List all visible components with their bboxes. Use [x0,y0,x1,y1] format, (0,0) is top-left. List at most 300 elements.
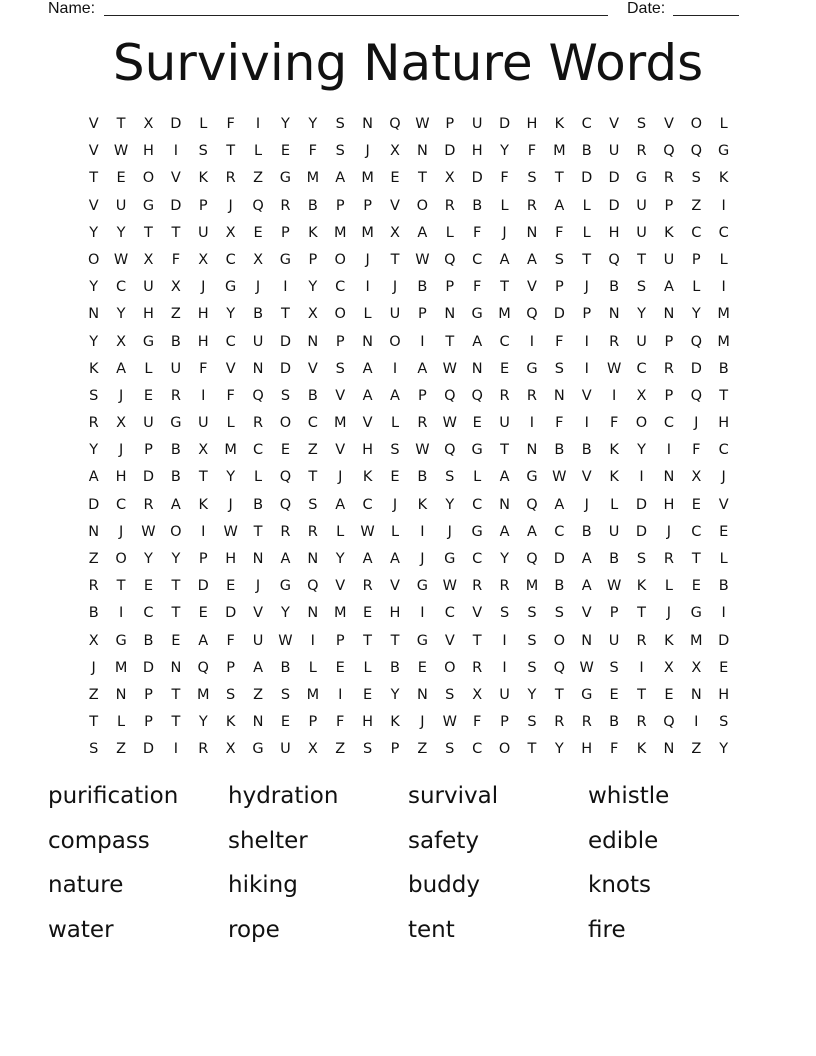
grid-letter: N [444,306,456,323]
grid-row [80,274,738,301]
grid-letter: S [527,659,537,676]
grid-letter: Q [389,116,401,132]
grid-letter: Q [690,333,702,350]
letter-grid [80,111,738,764]
grid-letter: B [253,496,264,513]
grid-letter: X [472,686,483,703]
grid-letter: R [472,578,483,595]
grid-letter: J [255,578,261,595]
grid-letter: L [117,714,126,731]
grid-letter: J [118,442,124,459]
grid-letter: Q [444,251,456,268]
grid-letter: H [718,686,730,703]
grid-letter: G [581,686,593,703]
grid-letter: K [554,116,565,132]
grid-letter: E [719,523,729,540]
grid-letter: L [582,224,591,241]
grid-letter: W [415,442,430,459]
grid-letter: A [663,279,674,296]
grid-letter: H [718,415,730,432]
grid-letter: O [444,659,456,676]
grid-letter: T [144,224,153,241]
grid-letter: I [420,605,425,622]
grid-letter: G [444,551,456,567]
grid-letter: F [171,251,181,268]
grid-letter: T [500,442,509,459]
grid-letter: N [499,496,510,513]
word-list-item: water [48,916,114,943]
grid-letter: A [390,387,400,404]
grid-letter: A [554,197,565,214]
grid-letter: A [280,551,291,567]
word-list-item: shelter [228,827,308,854]
grid-letter: W [606,360,622,377]
grid-letter: S [335,143,345,160]
grid-letter: U [197,224,209,241]
grid-letter: N [608,306,620,323]
grid-letter: I [201,523,206,540]
grid-letter: C [444,605,455,622]
grid-letter: J [118,387,124,404]
grid-letter: U [252,632,264,649]
grid-letter: Y [637,442,646,459]
grid-letter: R [663,551,674,567]
grid-letter: R [362,578,373,595]
grid-letter: G [471,306,483,323]
grid-letter: P [609,605,619,622]
grid-letter: C [636,360,647,377]
grid-letter: C [362,496,373,513]
word-list-item: hydration [228,783,339,809]
grid-row [80,628,738,655]
grid-letter: G [170,415,182,432]
grid-letter: A [526,251,537,268]
grid-letter: Y [226,306,236,323]
grid-letter: O [416,197,429,214]
grid-letter: E [143,387,154,404]
grid-row [80,464,738,491]
grid-letter: Z [307,442,318,459]
grid-letter: O [279,415,292,432]
grid-letter: C [143,605,154,622]
grid-letter: E [390,469,400,486]
grid-letter: V [581,387,592,404]
grid-letter: S [554,251,564,268]
grid-letter: E [363,605,373,622]
grid-letter: Y [226,469,236,486]
grid-letter: G [471,442,483,459]
grid-letter: R [499,578,510,595]
grid-letter: I [201,387,206,404]
grid-letter: A [554,496,565,513]
grid-letter: M [333,605,347,622]
grid-letter: U [636,224,647,241]
grid-letter: O [334,306,346,323]
grid-letter: Y [445,496,455,513]
grid-letter: R [636,632,647,649]
grid-letter: L [719,116,728,132]
word-list-item: buddy [408,872,480,898]
grid-letter: S [335,360,345,377]
grid-letter: E [280,143,291,160]
grid-letter: K [664,632,674,649]
grid-letter: H [362,442,374,459]
grid-letter: G [142,197,155,214]
grid-letter: I [502,632,507,649]
grid-letter: K [609,469,619,486]
grid-letter: M [197,686,210,703]
grid-letter: V [472,605,483,622]
grid-letter: U [115,197,127,214]
grid-letter: T [89,170,99,187]
grid-letter: D [170,116,182,132]
grid-letter: U [170,360,182,377]
grid-letter: B [253,306,264,323]
grid-letter: V [88,143,99,160]
grid-letter: P [582,306,592,323]
grid-letter: S [554,605,564,622]
grid-letter: T [554,686,564,703]
grid-letter: Y [281,605,290,622]
grid-letter: F [199,360,208,377]
grid-letter: G [252,741,264,758]
grid-letter: G [416,632,428,649]
grid-letter: V [718,496,729,513]
grid-letter: G [115,632,127,649]
grid-letter: L [308,659,317,676]
grid-letter: O [170,523,182,540]
grid-letter: T [582,251,592,268]
grid-letter: D [635,496,648,513]
grid-letter: V [335,578,346,595]
grid-letter: M [553,143,566,160]
grid-letter: P [500,714,509,731]
grid-letter: N [416,143,428,160]
grid-letter: L [253,143,263,160]
grid-letter: S [445,686,455,703]
grid-letter: Y [89,333,99,350]
grid-letter: R [581,714,592,731]
grid-letter: W [442,415,457,432]
grid-letter: V [390,197,400,214]
grid-letter: L [664,578,673,595]
grid-letter: L [582,197,591,214]
grid-letter: R [636,143,647,160]
grid-letter: B [718,360,729,377]
grid-letter: K [308,224,318,241]
word-list [48,776,768,954]
grid-letter: B [307,197,318,214]
grid-letter: G [416,578,428,595]
grid-letter: Q [526,496,538,513]
grid-letter: C [225,333,236,350]
grid-letter: Y [500,551,509,567]
grid-letter: Z [335,741,346,758]
grid-letter: C [252,442,264,459]
grid-letter: H [663,496,675,513]
grid-letter: J [392,496,398,513]
grid-letter: D [471,170,483,187]
grid-letter: Y [637,306,646,323]
grid-row [80,736,738,763]
grid-letter: F [472,224,482,241]
grid-letter: S [280,686,291,703]
grid-letter: T [253,523,263,540]
grid-letter: A [198,632,209,649]
grid-letter: N [252,360,264,377]
grid-letter: E [143,578,154,595]
grid-letter: W [415,251,430,268]
grid-letter: Y [116,306,126,323]
grid-letter: F [472,279,482,296]
grid-letter: P [664,197,674,214]
grid-letter: B [417,279,428,296]
grid-letter: M [690,632,703,649]
grid-letter: J [228,197,233,214]
grid-letter: N [115,686,127,703]
grid-letter: W [579,659,594,676]
grid-letter: R [472,659,483,676]
grid-letter: K [198,496,209,513]
grid-letter: H [197,333,209,350]
grid-letter: F [555,415,564,432]
grid-letter: I [529,415,535,432]
grid-letter: U [608,523,620,540]
word-list-item: compass [48,827,150,854]
grid-letter: E [363,686,373,703]
grid-letter: W [141,523,156,540]
grid-letter: T [719,387,729,404]
grid-letter: Z [88,551,99,567]
grid-letter: R [526,197,537,214]
grid-letter: J [255,279,261,296]
grid-letter: I [392,360,398,377]
grid-letter: K [718,170,729,187]
grid-letter: N [581,632,593,649]
grid-letter: T [171,686,181,703]
grid-letter: Y [144,551,153,567]
grid-letter: F [226,632,235,649]
grid-letter: S [527,170,537,187]
grid-letter: A [472,333,483,350]
grid-letter: S [554,360,564,377]
grid-letter: B [718,578,729,595]
grid-letter: G [635,170,648,187]
grid-letter: A [335,496,346,513]
grid-letter: Q [663,714,675,731]
grid-letter: H [471,143,483,160]
grid-letter: I [584,360,589,377]
grid-letter: T [89,714,99,731]
grid-letter: F [308,143,317,160]
grid-letter: K [225,714,236,731]
grid-letter: D [142,659,155,676]
grid-letter: V [362,415,373,432]
grid-letter: T [637,686,646,703]
grid-letter: V [663,116,674,132]
grid-letter: L [253,469,263,486]
grid-letter: G [279,170,292,187]
grid-letter: W [223,523,238,540]
grid-letter: D [498,116,511,132]
grid-letter: B [417,469,428,486]
grid-letter: E [691,578,701,595]
grid-letter: R [198,741,209,758]
grid-letter: B [88,605,99,622]
grid-letter: I [639,659,644,676]
grid-letter: W [278,632,293,649]
grid-letter: R [253,415,264,432]
grid-letter: N [471,360,483,377]
grid-letter: F [527,143,537,160]
grid-letter: E [198,605,208,622]
grid-letter: B [170,469,181,486]
grid-letter: U [636,197,647,214]
grid-letter: T [445,333,455,350]
grid-letter: Q [608,251,620,268]
grid-letter: M [361,170,374,187]
grid-letter: W [442,578,457,595]
grid-letter: G [718,143,730,160]
grid-letter: T [637,251,646,268]
name-blank-line [104,0,608,16]
grid-letter: U [499,415,510,432]
grid-letter: V [307,360,318,377]
grid-letter: C [718,224,729,241]
grid-letter: J [666,523,672,540]
grid-row [80,220,738,247]
grid-letter: P [144,714,153,731]
grid-letter: L [500,197,509,214]
grid-letter: B [609,714,620,731]
grid-letter: P [664,333,674,350]
grid-letter: I [420,333,425,350]
grid-letter: S [390,442,400,459]
grid-letter: O [553,632,566,649]
grid-letter: D [635,523,648,540]
grid-letter: V [609,116,620,132]
grid-letter: Y [281,116,290,132]
grid-letter: Q [526,551,538,567]
grid-letter: K [609,442,619,459]
grid-letter: S [527,605,537,622]
grid-letter: J [721,469,726,486]
grid-letter: F [609,741,619,758]
grid-letter: M [498,306,511,323]
grid-letter: U [143,279,154,296]
grid-letter: I [584,415,589,432]
grid-letter: J [694,415,699,432]
grid-letter: F [555,333,564,350]
grid-letter: B [472,197,483,214]
grid-letter: D [88,496,100,513]
grid-letter: D [444,143,456,160]
grid-letter: O [87,251,100,268]
word-list-item: hiking [228,872,298,898]
grid-letter: K [362,469,373,486]
grid-letter: L [610,496,619,513]
grid-row [80,138,738,165]
grid-letter: I [283,279,288,296]
grid-letter: T [198,469,208,486]
grid-letter: I [529,333,535,350]
grid-letter: S [499,605,510,622]
grid-letter: D [197,578,209,595]
grid-letter: Z [88,686,99,703]
grid-letter: N [88,523,100,540]
grid-letter: O [690,116,702,132]
grid-letter: O [142,170,155,187]
grid-letter: A [362,360,373,377]
grid-letter: F [555,224,564,241]
grid-letter: Q [663,143,675,160]
grid-letter: F [472,714,482,731]
grid-letter: Y [171,551,181,567]
grid-letter: L [226,415,235,432]
grid-letter: L [363,659,372,676]
grid-letter: C [554,523,565,540]
grid-letter: N [663,741,675,758]
grid-letter: L [445,224,454,241]
grid-letter: C [472,551,483,567]
grid-letter: P [335,632,345,649]
grid-letter: H [362,714,374,731]
grid-letter: D [718,632,730,649]
grid-letter: T [417,170,427,187]
grid-letter: P [226,659,236,676]
grid-letter: Q [197,659,209,676]
grid-letter: Y [390,686,400,703]
grid-letter: S [89,741,99,758]
grid-letter: V [444,632,455,649]
grid-letter: R [225,170,236,187]
grid-letter: S [527,632,537,649]
grid-letter: R [554,714,565,731]
date-label: Date: [627,0,666,17]
grid-letter: K [664,224,674,241]
grid-letter: L [719,551,728,567]
grid-letter: M [306,170,320,187]
grid-letter: I [173,741,178,758]
grid-letter: Y [335,551,345,567]
grid-letter: Z [170,306,181,323]
grid-letter: S [609,659,619,676]
grid-letter: S [719,714,729,731]
grid-letter: P [144,442,153,459]
grid-letter: E [472,415,482,432]
puzzle-title: Surviving Nature Words [112,34,704,92]
grid-letter: J [584,279,589,296]
grid-letter: D [142,741,155,758]
grid-letter: M [333,224,347,241]
grid-letter: J [228,496,233,513]
grid-letter: Z [417,741,428,758]
grid-letter: N [663,469,675,486]
grid-letter: P [198,551,208,567]
grid-letter: Q [279,496,292,513]
grid-letter: R [170,387,181,404]
grid-letter: X [307,306,318,323]
grid-letter: A [88,469,99,486]
grid-letter: T [171,605,181,622]
grid-letter: D [553,306,565,323]
grid-letter: M [114,659,128,676]
date-blank-line [673,0,739,16]
grid-row [80,383,738,410]
grid-letter: J [365,251,370,268]
grid-letter: N [252,714,264,731]
grid-letter: H [526,116,538,132]
